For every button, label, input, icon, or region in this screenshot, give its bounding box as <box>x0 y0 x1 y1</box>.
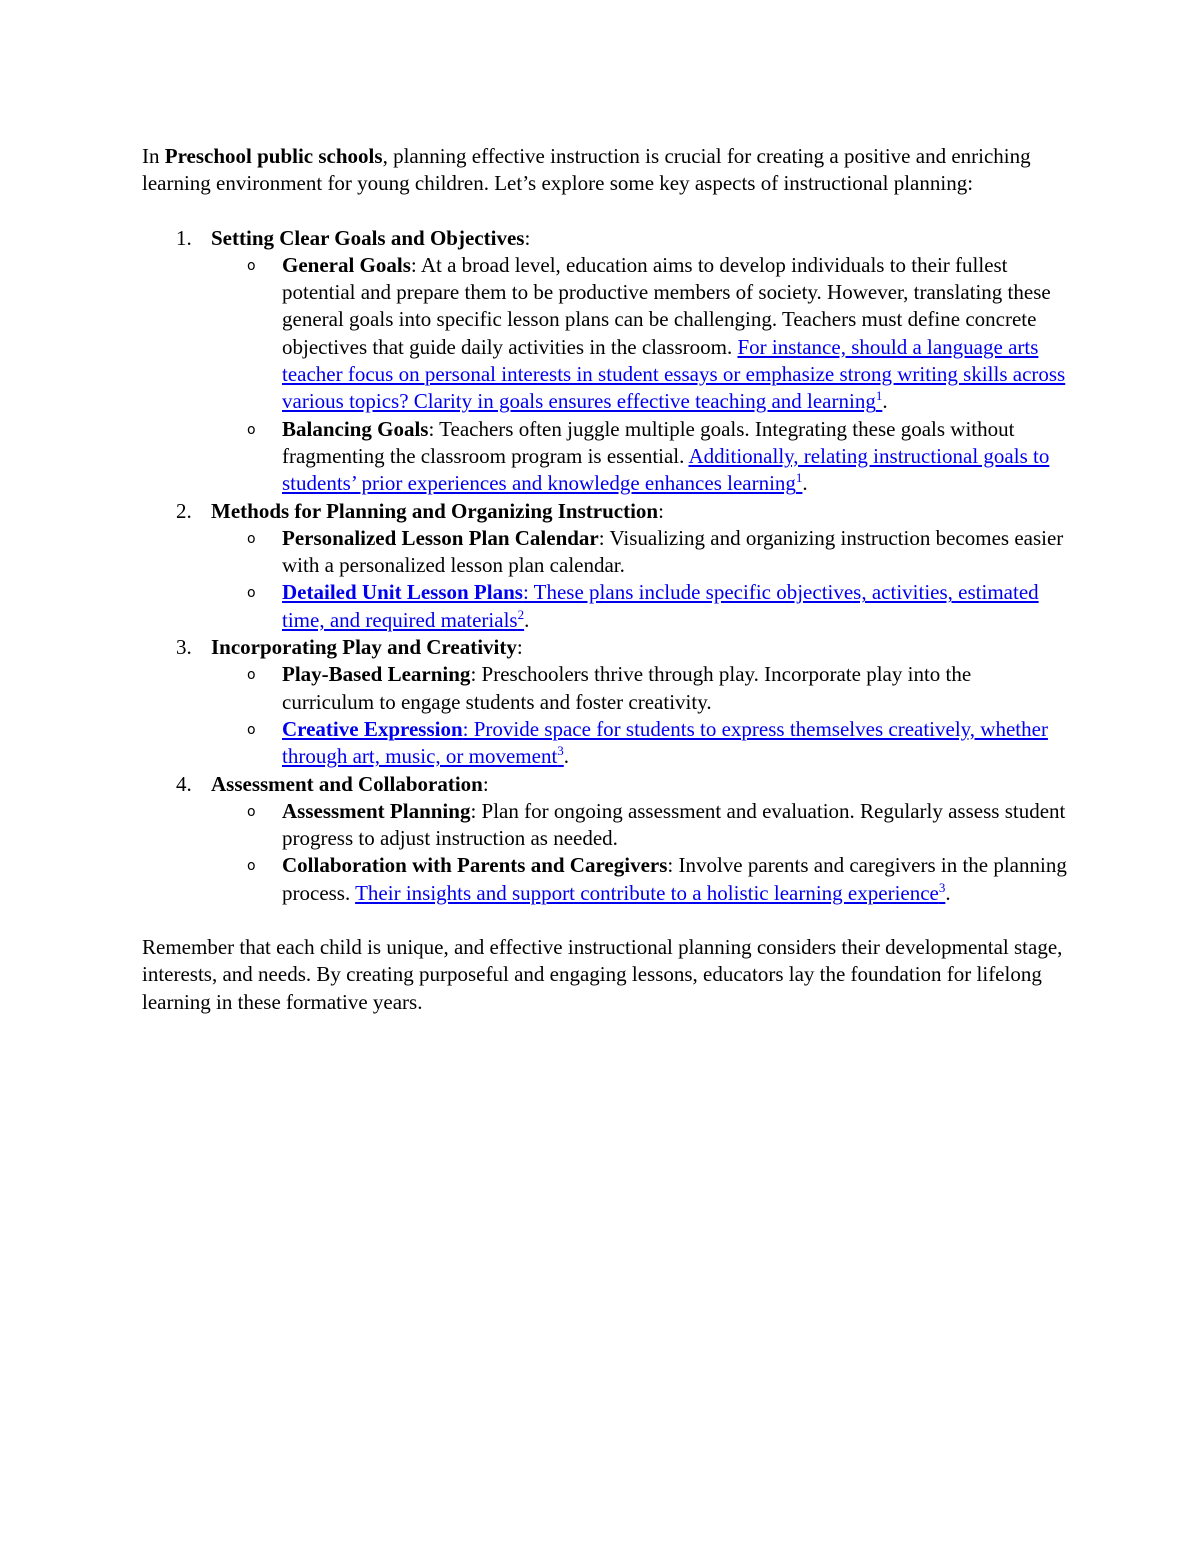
reference-link-text: Their insights and support contribute to a holistic learning experience <box>355 880 939 905</box>
subitem-title: Personalized Lesson Plan Calendar <box>282 525 599 550</box>
section-number: 2. <box>176 498 192 523</box>
subitem <box>211 579 1067 634</box>
footnote-marker: 1 <box>795 470 803 486</box>
section-colon: : <box>516 635 523 660</box>
reference-link-text: For instance, should a language arts teacher focus on personal interests in student essays or emphasize strong writing skills across various topics? Clarity in goals ensures effective teaching and learning <box>282 334 1066 414</box>
section-title: Methods for Planning and Organizing Instruction <box>211 498 659 523</box>
section-title: Incorporating Play and Creativity <box>211 635 517 660</box>
section-colon: : <box>482 771 489 796</box>
sentence-end: . <box>802 471 808 496</box>
footnote-marker: 1 <box>875 388 883 404</box>
circle-bullet-icon: o <box>247 257 256 274</box>
reference-link-text: : Provide space for students to express themselves creatively, whether through art, music, or movement <box>282 716 1048 769</box>
intro-bold-term: Preschool public schools <box>164 144 383 168</box>
sentence-end: . <box>882 389 888 414</box>
circle-bullet-icon: o <box>247 421 256 438</box>
subitem-title-link: Detailed Unit Lesson Plans <box>282 580 523 605</box>
subitems-list <box>211 798 1067 907</box>
section-title: Setting Clear Goals and Objectives <box>211 225 525 250</box>
footnote-marker: 2 <box>517 606 525 622</box>
subitems-list <box>211 252 1067 498</box>
subitem-text: : Involve parents and caregivers in the planning process. <box>282 853 1067 905</box>
conclusion-paragraph: Remember that each child is unique, and effective instructional planning considers their developmental stage, interests, and needs. By creating purposeful and engaging lessons, educators lay the foundation for lifelong learning in these formative years. <box>142 935 1063 1014</box>
subitem-text: : Preschoolers thrive through play. Incorporate play into the curriculum to engage students and foster creativity. <box>282 662 972 714</box>
reference-link[interactable] <box>282 717 1048 768</box>
section-title: Assessment and Collaboration <box>211 771 483 796</box>
reference-link[interactable] <box>282 580 1039 631</box>
subitem <box>211 525 1067 580</box>
subitem-title-link: Creative Expression <box>282 716 463 741</box>
subitems-list <box>211 525 1067 634</box>
sections-list <box>142 225 1067 907</box>
sentence-end: . <box>945 880 951 905</box>
circle-bullet-icon: o <box>247 585 256 602</box>
section-item <box>142 634 1067 770</box>
subitem-text: : Visualizing and organizing instruction becomes easier with a personalized lesson plan calendar. <box>282 525 1064 578</box>
footnote-marker: 3 <box>557 743 564 759</box>
subitem-text: : Plan for ongoing assessment and evaluation. Regularly assess student progress to adjust instruction as needed. <box>282 798 1066 851</box>
subitem-title: Balancing Goals <box>282 416 429 441</box>
subitem-text: : At a broad level, education aims to develop individuals to their fullest potential and prepare them to be productive members of society. However, translating these general goals into specific lesson plans can be challenging. Teachers must define concrete objectives that guide daily activities in the classroom. <box>282 252 1051 359</box>
subitem-title: Play-Based Learning <box>282 662 471 687</box>
circle-bullet-icon: o <box>247 530 256 547</box>
intro-prefix: In <box>142 144 165 168</box>
section-number: 4. <box>176 771 192 796</box>
section-colon: : <box>658 498 664 523</box>
subitem <box>211 716 1067 771</box>
subitem <box>211 798 1067 853</box>
section-colon: : <box>524 225 531 250</box>
reference-link[interactable] <box>355 881 945 905</box>
sentence-end: . <box>563 744 570 769</box>
subitem-title: General Goals <box>282 252 411 277</box>
circle-bullet-icon: o <box>247 667 256 684</box>
section-item <box>142 225 1067 498</box>
document-page <box>142 143 1067 1016</box>
circle-bullet-icon: o <box>247 721 256 738</box>
intro-text: , planning effective instruction is crucial for creating a positive and enriching learning environment for young children. Let’s explore some key aspects of instructional planning: <box>142 144 1031 196</box>
section-number: 1. <box>176 225 192 250</box>
circle-bullet-icon: o <box>247 803 256 820</box>
subitem <box>211 252 1067 416</box>
intro-paragraph <box>142 143 1067 198</box>
subitem-text: : Teachers often juggle multiple goals. Integrating these goals without fragmenting the classroom program is essential. <box>282 416 1015 468</box>
reference-link-text: Additionally, relating instructional goals to students’ prior experiences and knowledge enhances learning <box>282 443 1050 496</box>
subitem <box>211 416 1067 498</box>
footnote-marker: 3 <box>938 879 946 895</box>
section-number: 3. <box>176 635 192 660</box>
circle-bullet-icon: o <box>247 858 256 875</box>
subitem-title: Collaboration with Parents and Caregivers <box>282 853 668 878</box>
subitem <box>211 852 1067 907</box>
subitem <box>211 661 1067 716</box>
sentence-end: . <box>524 607 530 632</box>
subitems-list <box>211 661 1067 770</box>
section-item <box>142 498 1067 634</box>
subitem-title: Assessment Planning <box>282 798 471 823</box>
reference-link-text: : These plans include specific objectives, activities, estimated time, and required materials <box>282 580 1039 632</box>
section-item <box>142 771 1067 907</box>
